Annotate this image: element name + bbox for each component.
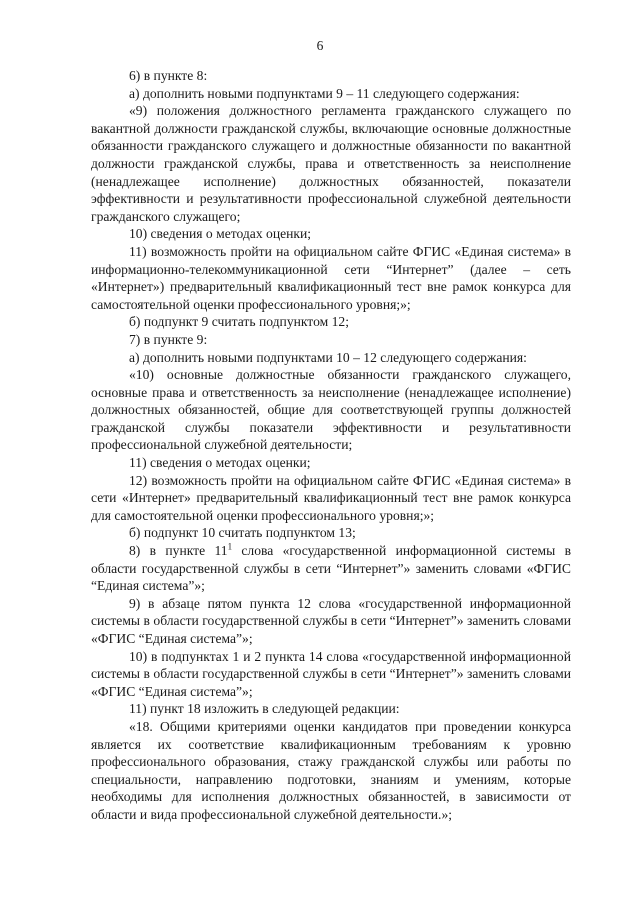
paragraph-item-9: 9) в абзаце пятом пункта 12 слова «государственной информационной системы в области государственной службы в сети “Интернет”» заменить словами «ФГИС “Единая система”»;: [91, 595, 571, 646]
paragraph-subitem-10: 10) сведения о методах оценки;: [129, 226, 312, 242]
paragraph-item-6: 6) в пункте 8:: [129, 68, 208, 83]
document-body: [91, 67, 571, 824]
paragraph-item-7a: а) дополнить новыми подпунктами 10 – 12 следующего содержания:: [129, 349, 527, 365]
paragraph-item-6b: б) подпункт 9 считать подпунктом 12;: [129, 314, 349, 330]
page-number: 6: [316, 38, 324, 53]
paragraph-item-7b: б) подпункт 10 считать подпунктом 13;: [129, 525, 356, 541]
paragraph-subitem-9: «9) положения должностного регламента гражданского служащего по вакантной должности гражданской службы, включающие основные должностные обязанности гражданского служащего и должностные обязанности по вакантной должности гражданской службы, права и ответственность за неисполнение (ненадлежащее исполнение) должностных обязанностей, показатели эффективности и результативности профессиональной служебной деятельности гражданского служащего;: [91, 103, 571, 224]
item-8-start: 8) в пункте 11: [129, 543, 228, 559]
paragraph-subitem-11-new: 11) сведения о методах оценки;: [129, 455, 311, 471]
paragraph-item-11: 11) пункт 18 изложить в следующей редакции:: [129, 701, 400, 717]
paragraph-item-7: 7) в пункте 9:: [129, 331, 208, 347]
paragraph-subitem-12-new: 12) возможность пройти на официальном сайте ФГИС «Единая система» в сети «Интернет» предварительный квалификационный тест вне рамок конкурса для самостоятельной оценки профессионального уровня;»;: [91, 472, 571, 523]
paragraph-item-8: [91, 542, 571, 595]
paragraph-subitem-10-new: «10) основные должностные обязанности гражданского служащего, основные права и ответственность за неисполнение (ненадлежащее исполнение) должностных обязанностей, общие для соответствующей группы должностей гражданской службы показатели эффективности и результативности профессиональной служебной деятельности;: [91, 367, 571, 453]
paragraph-point-18: «18. Общими критериями оценки кандидатов при проведении конкурса является их соответствие квалификационным требованиям к уровню профессионального образования, стажу гражданской службы или работы по специальности, направлению подготовки, знаниям и умениям, которые необходимы для исполнения должностных обязанностей, в зависимости от области и вида профессиональной служебной деятельности.»;: [91, 718, 571, 822]
paragraph-item-10: 10) в подпунктах 1 и 2 пункта 14 слова «государственной информационной системы в области государственной службы в сети “Интернет”» заменить словами «ФГИС “Единая система”»;: [91, 648, 571, 699]
paragraph-item-6a: а) дополнить новыми подпунктами 9 – 11 следующего содержания:: [129, 85, 520, 101]
item-8-superscript: 1: [227, 541, 233, 552]
item-8-end: слова «государственной информационной системы в области государственной службы в сети “Интернет”» заменить словами «ФГИС “Единая система”»;: [91, 543, 571, 594]
paragraph-subitem-11: 11) возможность пройти на официальном сайте ФГИС «Единая система» в информационно-телекоммуникационной сети “Интернет” (далее – сеть «Интернет») предварительный квалификационный тест вне рамок конкурса для самостоятельной оценки профессионального уровня;»;: [91, 243, 571, 312]
